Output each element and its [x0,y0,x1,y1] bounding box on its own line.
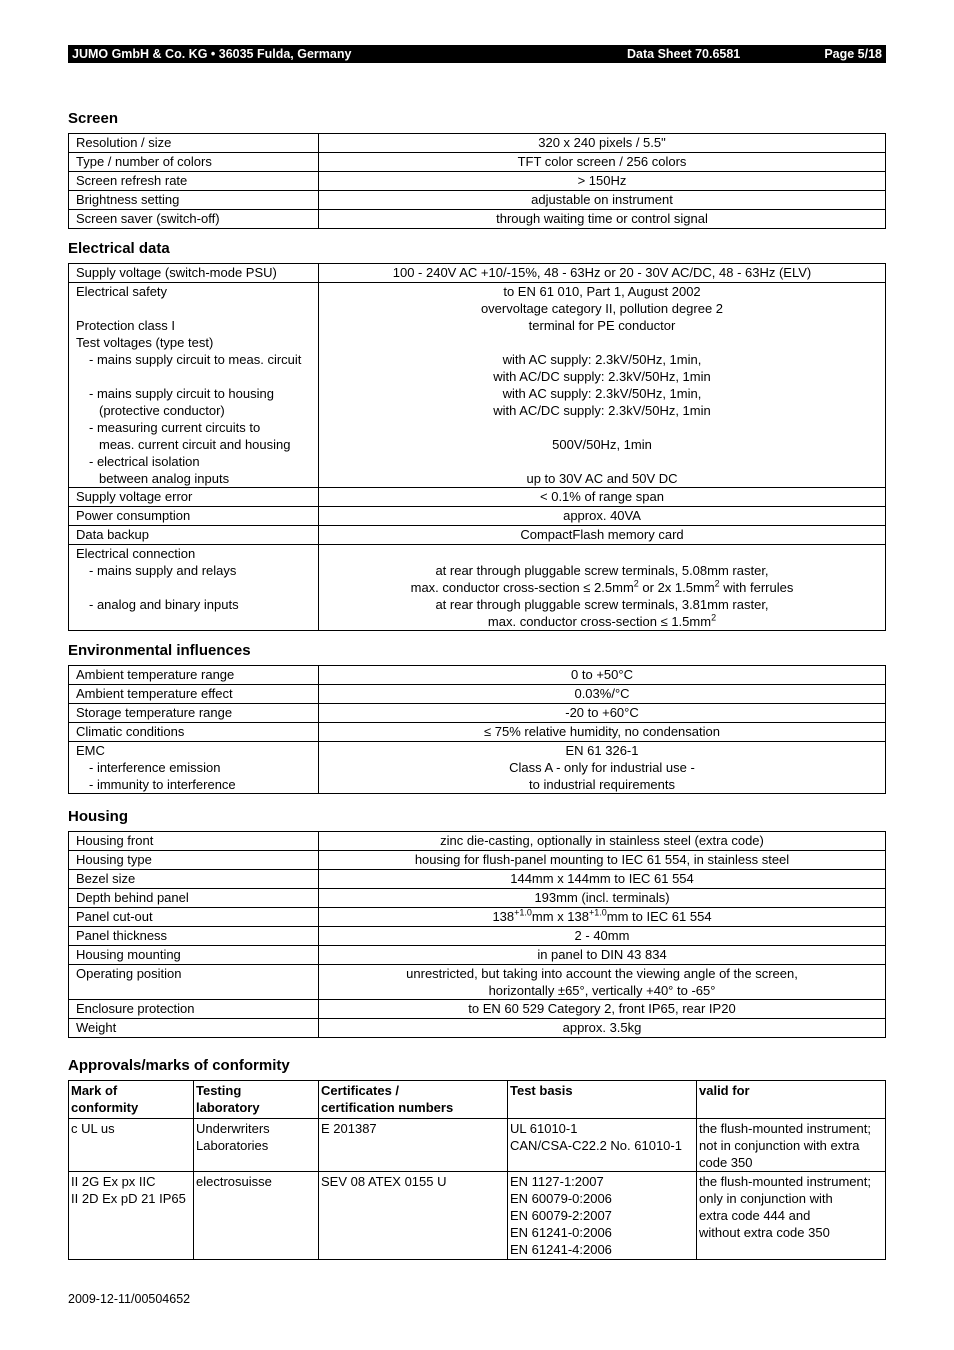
superscript: 2 [633,578,639,589]
label-line [76,368,318,385]
table-row [69,1019,886,1038]
label-line: - electrical isolation [89,454,200,469]
row-value: -20 to +60°C [319,704,886,723]
label-line [76,579,318,596]
value-part: with ferrules [719,580,794,595]
value-line: overvoltage category II, pollution degree 2 [480,301,724,316]
value-line: terminal for PE conductor [528,318,676,333]
table-row [69,946,886,965]
row-value: housing for flush-panel mounting to IEC 61 554, in stainless steel [319,851,886,870]
header-line: laboratory [196,1100,260,1115]
cell-line: II 2G Ex px IIC [71,1174,156,1189]
page-header [68,45,886,63]
header-line: Certificates / [321,1083,400,1098]
value-line: with AC/DC supply: 2.3kV/50Hz, 1min [493,403,711,418]
cell-line: c UL us [71,1121,115,1136]
table-row [69,685,886,704]
value-line: 500V/50Hz, 1min [552,437,652,452]
row-value: CompactFlash memory card [319,526,886,545]
row-value: 320 x 240 pixels / 5.5" [319,134,886,153]
cell-line: EN 61241-0:2006 [510,1225,612,1240]
label-line: between analog inputs [99,471,230,486]
cell-line: Underwriters [196,1121,270,1136]
header-line: certification numbers [321,1100,454,1115]
row-value: ≤ 75% relative humidity, no condensation [319,723,886,742]
value-line [319,453,885,470]
cell-line: CAN/CSA-C22.2 No. 61010-1 [510,1138,682,1153]
environmental-table [68,665,886,794]
cell-lab [194,1172,319,1260]
header-line: valid for [699,1083,750,1098]
cell-line: II 2D Ex pD 21 IP65 [71,1191,186,1206]
table-row [69,666,886,685]
label-line: Electrical safety [76,284,168,299]
table-row [69,832,886,851]
section-title-housing: Housing [68,808,128,825]
cell-line: electrosuisse [196,1174,272,1189]
superscript: 2 [711,612,717,623]
emc-values [319,742,886,794]
column-header [69,1081,194,1119]
header-page-number: Page 5/18 [824,47,882,61]
value-line [319,419,885,436]
row-label: Screen refresh rate [69,172,319,191]
table-row [69,1119,886,1172]
electrical-table [68,263,886,631]
value-line: at rear through pluggable screw terminals, 3.81mm raster, [435,597,769,612]
table-row [69,870,886,889]
label-line: - mains supply and relays [89,563,237,578]
table-row [69,1172,886,1260]
cell-line: the flush-mounted instrument; [699,1121,871,1136]
label-line: EMC [76,743,105,758]
row-value: > 150Hz [319,172,886,191]
label-line: - interference emission [89,760,221,775]
row-value: through waiting time or control signal [319,210,886,229]
header-line: Testing [196,1083,242,1098]
header-line [699,1099,885,1116]
cell-valid [697,1119,886,1172]
label-line [76,613,318,630]
label-line: (protective conductor) [99,403,225,418]
cell-cert [319,1119,508,1172]
row-label: Resolution / size [69,134,319,153]
cell-line: not in conjunction with extra [699,1138,860,1153]
value-line [319,334,885,351]
label-line: meas. current circuit and housing [99,437,291,452]
row-label: Depth behind panel [69,889,319,908]
value-part: or 2x 1.5mm [638,580,715,595]
row-value [319,965,886,1000]
cell-line: Laboratories [196,1138,269,1153]
row-value: zinc die-casting, optionally in stainless steel (extra code) [319,832,886,851]
table-row [69,1000,886,1019]
row-label: Ambient temperature range [69,666,319,685]
table-row [69,927,886,946]
cell-line: EN 60079-2:2007 [510,1208,612,1223]
cell-mark [69,1172,194,1260]
table-row [69,191,886,210]
row-label: Panel thickness [69,927,319,946]
label-line [76,300,318,317]
header-line: Test basis [510,1083,573,1098]
value-line: up to 30V AC and 50V DC [526,471,678,486]
value-line: unrestricted, but taking into account the viewing angle of the screen, [406,966,798,981]
cell-basis [508,1119,697,1172]
superscript: 2 [714,578,720,589]
row-value: approx. 40VA [319,507,886,526]
section-title-electrical: Electrical data [68,240,170,257]
row-label: Bezel size [69,870,319,889]
label-line: Protection class I [76,318,175,333]
label-line: - mains supply circuit to housing [89,386,274,401]
header-data-sheet: Data Sheet 70.6581 [627,47,741,61]
table-header-row [69,1081,886,1119]
row-value: < 0.1% of range span [319,488,886,507]
cell-line: EN 1127-1:2007 [510,1174,604,1189]
table-row [69,134,886,153]
value-line: with AC supply: 2.3kV/50Hz, 1min, [502,386,702,401]
row-value: 0 to +50°C [319,666,886,685]
cell-cert [319,1172,508,1260]
tolerance: +1.0 [589,907,607,918]
table-row [69,723,886,742]
table-row [69,851,886,870]
header-line: Mark of [71,1083,118,1098]
column-header [194,1081,319,1119]
cell-line: the flush-mounted instrument; [699,1174,871,1189]
table-row [69,507,886,526]
table-row [69,526,886,545]
value-line: with AC/DC supply: 2.3kV/50Hz, 1min [493,369,711,384]
value-part: max. conductor cross-section ≤ 2.5mm [410,580,634,595]
value-line: horizontally ±65°, vertically +40° to -65° [488,983,716,998]
row-label: Housing type [69,851,319,870]
row-label: Housing mounting [69,946,319,965]
footer-doc-id: 2009-12-11/00504652 [68,1292,191,1306]
label-line: - measuring current circuits to [89,420,261,435]
value-line [319,579,885,596]
row-label: Brightness setting [69,191,319,210]
cell-basis [508,1172,697,1260]
row-label: Screen saver (switch-off) [69,210,319,229]
column-header [508,1081,697,1119]
table-row [69,153,886,172]
row-value: 2 - 40mm [319,927,886,946]
row-value: 193mm (incl. terminals) [319,889,886,908]
cell-line: E 201387 [321,1121,377,1136]
tolerance: +1.0 [514,907,532,918]
section-title-screen: Screen [68,110,119,127]
table-row [69,283,886,488]
row-label: Power consumption [69,507,319,526]
cell-line: EN 61241-4:2006 [510,1242,612,1257]
label-line: - immunity to interference [89,777,236,792]
label-line: - analog and binary inputs [89,597,239,612]
cell-line: code 350 [699,1155,753,1170]
value-part: 138 [492,909,515,924]
approvals-table [68,1080,886,1260]
cell-valid [697,1172,886,1260]
table-row [69,704,886,723]
row-value: in panel to DIN 43 834 [319,946,886,965]
row-label: Ambient temperature effect [69,685,319,704]
housing-table [68,831,886,1038]
row-label: Supply voltage (switch-mode PSU) [69,264,319,283]
row-label: Data backup [69,526,319,545]
row-value: to EN 60 529 Category 2, front IP65, rear IP20 [319,1000,886,1019]
row-label: Climatic conditions [69,723,319,742]
row-label: Panel cut-out [69,908,319,927]
value-part: mm to IEC 61 554 [606,909,712,924]
section-title-environmental: Environmental influences [68,642,251,659]
cell-line: EN 60079-0:2006 [510,1191,612,1206]
row-label: Enclosure protection [69,1000,319,1019]
row-value: 0.03%/°C [319,685,886,704]
value-line [319,613,885,630]
cell-mark [69,1119,194,1172]
table-row [69,264,886,283]
label-line: - mains supply circuit to meas. circuit [89,352,302,367]
safety-values [319,283,886,488]
table-row [69,488,886,507]
row-value: 144mm x 144mm to IEC 61 554 [319,870,886,889]
column-header [319,1081,508,1119]
row-value: approx. 3.5kg [319,1019,886,1038]
screen-table [68,133,886,229]
cell-lab [194,1119,319,1172]
safety-labels [69,283,319,488]
row-label: Supply voltage error [69,488,319,507]
table-row [69,889,886,908]
table-row [69,545,886,631]
table-row [69,172,886,191]
value-line: at rear through pluggable screw terminals, 5.08mm raster, [435,563,769,578]
connection-values [319,545,886,631]
connection-labels [69,545,319,631]
cell-line: extra code 444 and [699,1208,811,1223]
header-company: JUMO GmbH & Co. KG • 36035 Fulda, Germany [72,47,352,61]
cell-line: SEV 08 ATEX 0155 U [321,1174,447,1189]
header-line [510,1099,696,1116]
value-line: to EN 61 010, Part 1, August 2002 [503,284,701,299]
row-label: Storage temperature range [69,704,319,723]
column-header [697,1081,886,1119]
value-line: to industrial requirements [529,777,675,792]
table-row [69,210,886,229]
header-line: conformity [71,1100,139,1115]
label-line: Electrical connection [76,546,196,561]
table-row [69,908,886,927]
row-value: 100 - 240V AC +10/-15%, 48 - 63Hz or 20 - 30V AC/DC, 48 - 63Hz (ELV) [319,264,886,283]
cell-line: UL 61010-1 [510,1121,578,1136]
value-line: Class A - only for industrial use - [509,760,695,775]
cell-line: only in conjunction with [699,1191,833,1206]
value-part: max. conductor cross-section ≤ 1.5mm [487,614,712,629]
row-label: Weight [69,1019,319,1038]
label-line: Test voltages (type test) [76,335,214,350]
row-label: Type / number of colors [69,153,319,172]
row-label: Housing front [69,832,319,851]
emc-labels [69,742,319,794]
row-value [319,908,886,927]
row-value: adjustable on instrument [319,191,886,210]
table-row [69,742,886,794]
value-line [319,545,885,562]
value-part: mm x 138 [531,909,589,924]
row-label: Operating position [69,965,319,1000]
value-line: with AC supply: 2.3kV/50Hz, 1min, [502,352,702,367]
value-line: EN 61 326-1 [565,743,639,758]
section-title-approvals: Approvals/marks of conformity [68,1057,290,1074]
cell-line: without extra code 350 [699,1225,830,1240]
row-value: TFT color screen / 256 colors [319,153,886,172]
table-row [69,965,886,1000]
